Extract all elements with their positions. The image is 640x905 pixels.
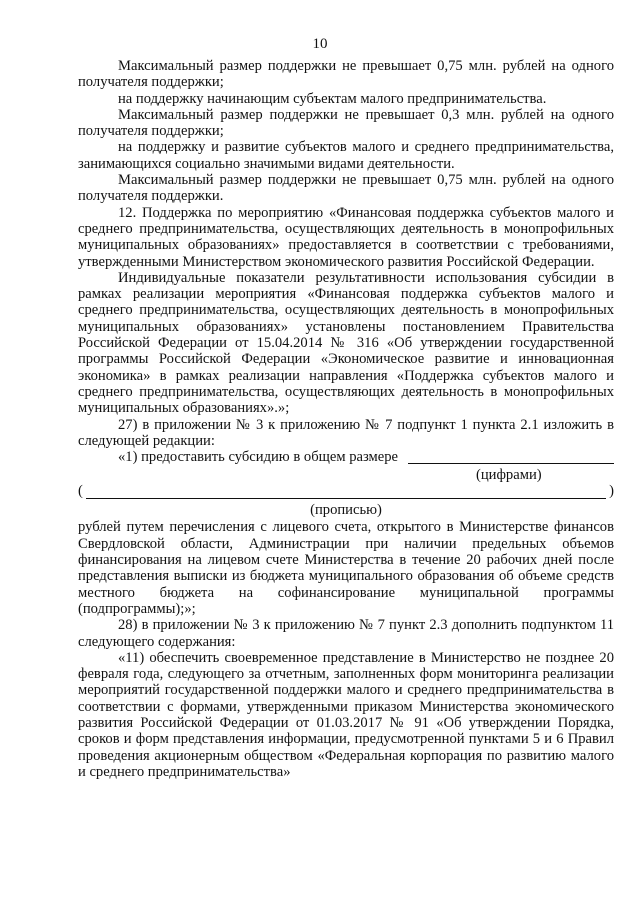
- paragraph: Максимальный размер поддержки не превышает 0,75 млн. рублей на одного получателя поддержки.: [78, 172, 614, 205]
- document-body: [78, 58, 614, 780]
- paragraph: Индивидуальные показатели результативности использования субсидии в рамках реализации мероприятия «Финансовая поддержка субъектов малого и среднего предпринимательства, осуществляющих деятельность в монопрофильных муниципальных образованиях» установлены постановлением Правительства Российской Федерации от 15.04.2014 № 316 «Об утверждении государственной программы Российской Федерации «Экономическое развитие и инновационная экономика» в рамках реализации направления «Поддержка субъектов малого и среднего предпринимательства, осуществляющих деятельность в монопрофильных муниципальных образованиях».»;: [78, 269, 614, 417]
- paragraph: «11) обеспечить своевременное представление в Министерство не позднее 20 февраля года, следующего за отчетным, заполненных форм мониторинга реализации мероприятий государственной поддержки малого и среднего предпринимательства в соответствии с формами, утвержденными приказом Министерства экономического развития Российской Федерации от 01.03.2017 № 91 «Об утверждении Порядка, сроков и форм представления информации, предусмотренной пунктами 5 и 6 Правил проведения акционерным обществом «Федеральная корпорация по развитию малого и среднего предпринимательства»: [78, 649, 614, 780]
- paragraph: 12. Поддержка по мероприятию «Финансовая поддержка субъектов малого и среднего предпринимательства, осуществляющих деятельность в монопрофильных муниципальных образованиях» предоставляется в соответствии с требованиями, утвержденными Министерством экономического развития Российской Федерации.: [78, 204, 614, 270]
- paren-close: ): [609, 483, 614, 500]
- amount-words-blank: [86, 498, 606, 499]
- caption-words: (прописью): [310, 502, 382, 519]
- digits-caption-row: [78, 465, 614, 483]
- subsidy-line-label: «1) предоставить субсидию в общем размере: [118, 449, 399, 466]
- paragraph: на поддержку начинающим субъектам малого предпринимательства.: [118, 90, 547, 107]
- paren-open: (: [78, 483, 83, 500]
- paragraph: Максимальный размер поддержки не превышает 0,75 млн. рублей на одного получателя поддержки;: [78, 58, 614, 91]
- paragraph: 28) в приложении № 3 к приложению № 7 пункт 2.3 дополнить подпунктом 11 следующего содержания:: [78, 617, 614, 650]
- amount-digits-blank: [408, 463, 614, 464]
- paragraph: на поддержку и развитие субъектов малого и среднего предпринимательства, занимающихся социально значимыми видами деятельности.: [78, 139, 614, 172]
- caption-digits: (цифрами): [476, 467, 542, 484]
- paragraph: рублей путем перечисления с лицевого счета, открытого в Министерстве финансов Свердловской области, Администрации при наличии предельных объемов финансирования на лицевом счете Министерства в течение 20 рабочих дней после представления выписки из бюджета муниципального образования об объеме средств местного бюджета на софинансирование муниципальной программы (подпрограммы);»;: [78, 519, 614, 617]
- paragraph: 27) в приложении № 3 к приложению № 7 подпункт 1 пункта 2.1 изложить в следующей редакции:: [78, 416, 614, 449]
- subsidy-amount-row: [78, 449, 614, 465]
- paragraph: Максимальный размер поддержки не превышает 0,3 млн. рублей на одного получателя поддержки;: [78, 106, 614, 140]
- page-number: 10: [312, 36, 328, 52]
- amount-words-row: [78, 483, 614, 501]
